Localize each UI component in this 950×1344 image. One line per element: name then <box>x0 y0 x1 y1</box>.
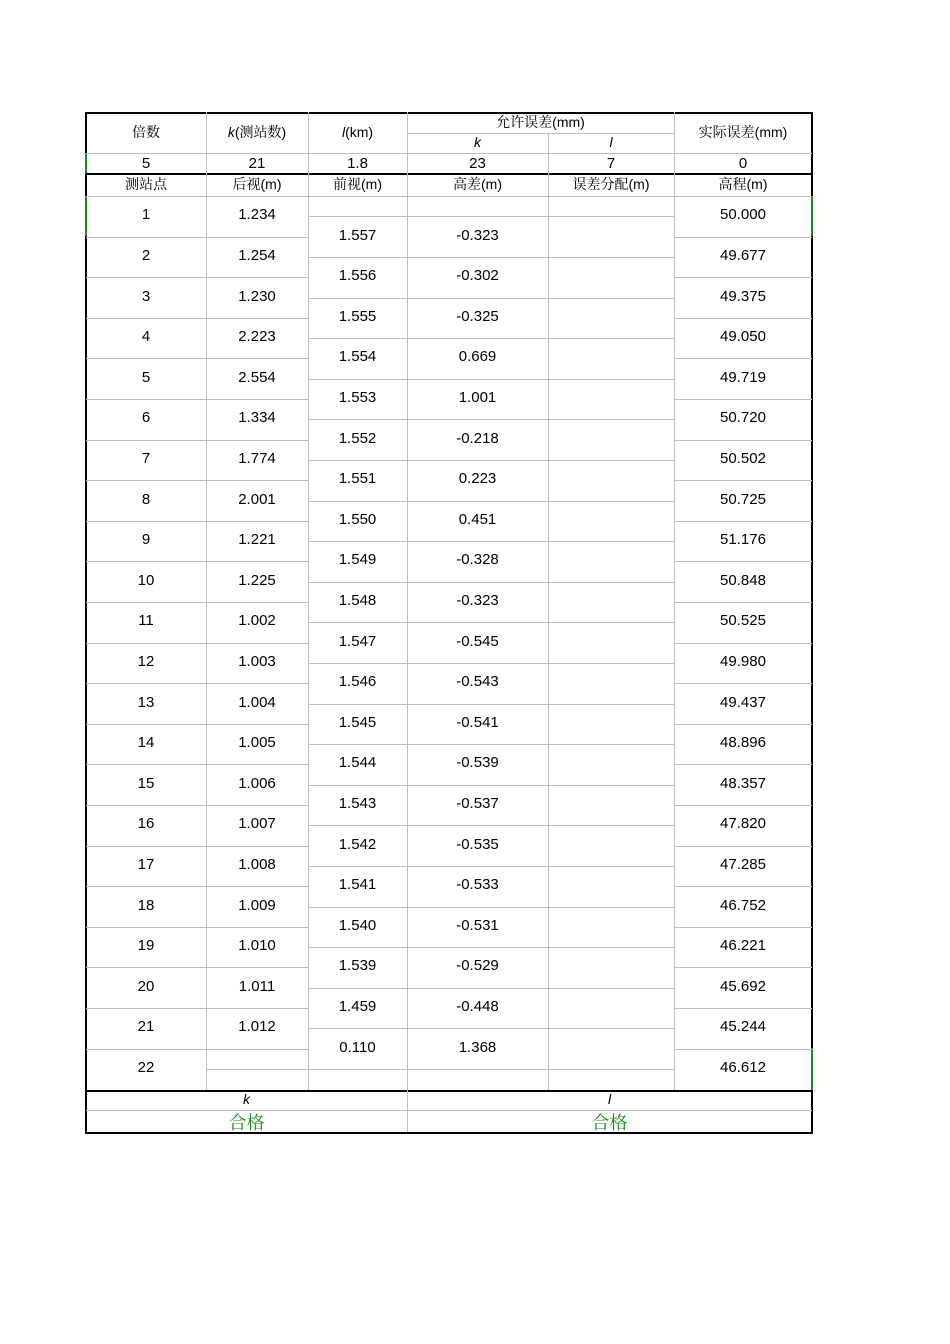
station-id: 2 <box>141 246 151 264</box>
grid-line <box>86 846 308 847</box>
backsight-value: 1.003 <box>238 652 276 670</box>
header-label-part: (km) <box>345 124 374 140</box>
elevation-value: 51.176 <box>720 531 766 549</box>
foresight-value: 1.545 <box>338 713 377 731</box>
summary-allow-k: 23 <box>469 155 486 172</box>
grid-line <box>674 277 812 278</box>
station-id: 18 <box>137 896 155 914</box>
grid-line <box>308 785 674 786</box>
grid-line <box>674 724 812 725</box>
grid-line <box>308 419 674 420</box>
header-label-part: k <box>227 124 235 140</box>
grid-line <box>308 257 674 258</box>
foresight-value: 1.544 <box>338 754 377 772</box>
station-id: 16 <box>137 815 155 833</box>
column-label: 测站点 <box>125 176 167 192</box>
height-diff-value: -0.448 <box>456 998 499 1015</box>
grid-line <box>674 683 812 684</box>
station-id: 15 <box>137 774 155 792</box>
grid-line <box>811 112 813 1134</box>
column-label: 高程(m) <box>718 176 768 192</box>
grid-line <box>86 318 308 319</box>
elevation-value: 50.000 <box>720 206 766 224</box>
summary-actual: 0 <box>738 155 748 172</box>
elevation-value: 48.357 <box>720 774 766 792</box>
grid-line <box>308 988 674 989</box>
height-diff-value: -0.529 <box>456 957 499 975</box>
grid-line <box>674 521 812 522</box>
grid-line <box>308 866 674 867</box>
header-label-part: (测站数) <box>234 124 287 140</box>
height-diff-value: -0.539 <box>456 754 499 772</box>
column-label: 后视(m) <box>232 176 282 192</box>
foresight-value: 1.550 <box>338 510 377 528</box>
summary-k: 21 <box>248 155 266 172</box>
grid-line <box>206 112 207 1090</box>
station-id: 11 <box>138 612 154 630</box>
foresight-value: 1.546 <box>338 673 377 691</box>
height-diff-value: -0.541 <box>456 713 499 731</box>
grid-line <box>86 1008 308 1009</box>
foresight-value: 1.543 <box>338 795 377 812</box>
grid-line <box>548 133 549 1090</box>
backsight-value: 1.004 <box>238 693 276 711</box>
grid-line <box>308 907 674 908</box>
grid-line <box>674 440 812 441</box>
elevation-value: 50.525 <box>720 612 766 630</box>
actual-error-header: 实际误差(mm) <box>698 124 788 140</box>
elevation-value: 47.285 <box>720 855 766 873</box>
elevation-value: 48.896 <box>720 734 766 752</box>
foresight-value: 1.556 <box>338 267 377 285</box>
grid-line <box>308 1069 674 1070</box>
height-diff-value: -0.302 <box>456 267 499 285</box>
height-diff-value: 0.223 <box>458 470 497 488</box>
grid-line <box>674 764 812 765</box>
grid-line <box>407 1090 408 1132</box>
grid-line <box>674 927 812 928</box>
backsight-value: 1.774 <box>238 449 276 467</box>
grid-line <box>674 602 812 603</box>
grid-line <box>674 112 675 1090</box>
grid-line <box>674 643 812 644</box>
foresight-value: 0.110 <box>339 1038 376 1056</box>
foresight-value: 1.548 <box>338 592 377 609</box>
backsight-value: 1.254 <box>238 246 276 264</box>
allowable-l-header: l <box>609 134 613 150</box>
grid-line <box>85 153 87 173</box>
summary-multiplier: 5 <box>141 155 151 172</box>
l-header <box>308 125 407 139</box>
foresight-value: 1.557 <box>338 226 377 244</box>
grid-line <box>674 237 812 238</box>
elevation-value: 49.677 <box>720 246 766 264</box>
grid-line <box>674 318 812 319</box>
grid-line <box>308 379 674 380</box>
grid-line <box>674 399 812 400</box>
backsight-value: 1.007 <box>238 815 276 833</box>
grid-line <box>86 683 308 684</box>
grid-line <box>86 480 308 481</box>
station-id: 22 <box>137 1058 155 1076</box>
height-diff-value: 1.001 <box>458 389 497 406</box>
height-diff-value: -0.535 <box>456 835 499 853</box>
height-diff-value: -0.323 <box>456 592 499 609</box>
grid-line <box>86 602 308 603</box>
backsight-value: 1.011 <box>238 977 276 995</box>
column-label: 高差(m) <box>453 176 502 192</box>
grid-line <box>86 643 308 644</box>
multiplier-header: 倍数 <box>132 124 160 140</box>
height-diff-value: 0.451 <box>458 510 497 528</box>
grid-line <box>308 1028 674 1029</box>
grid-line <box>86 1090 812 1092</box>
summary-allow-l: 7 <box>606 155 616 172</box>
foresight-value: 1.553 <box>338 389 377 406</box>
grid-line <box>308 112 309 1090</box>
grid-line <box>407 133 674 134</box>
elevation-value: 49.437 <box>720 693 766 711</box>
elevation-value: 45.244 <box>720 1018 766 1036</box>
station-id: 17 <box>137 855 155 873</box>
height-diff-value: -0.531 <box>456 916 499 934</box>
foresight-value: 1.549 <box>338 551 377 569</box>
grid-line <box>86 967 308 968</box>
grid-line <box>811 1048 813 1090</box>
backsight-value: 1.005 <box>238 734 276 752</box>
height-diff-value: -0.545 <box>456 632 499 650</box>
station-id: 6 <box>141 409 151 427</box>
grid-line <box>86 764 308 765</box>
grid-line <box>407 112 408 1090</box>
height-diff-value: -0.543 <box>456 673 499 691</box>
foresight-value: 1.540 <box>338 916 377 934</box>
k-header <box>206 125 308 139</box>
grid-line <box>86 112 812 114</box>
height-diff-value: -0.533 <box>456 876 499 894</box>
backsight-value: 1.230 <box>238 287 276 305</box>
backsight-value: 1.009 <box>238 896 276 914</box>
grid-line <box>811 196 813 236</box>
elevation-value: 49.719 <box>720 368 766 386</box>
foresight-value: 1.542 <box>338 835 377 853</box>
backsight-value: 2.554 <box>238 368 276 386</box>
grid-line <box>86 1049 308 1050</box>
grid-line <box>86 358 308 359</box>
backsight-value: 1.234 <box>238 206 276 224</box>
grid-line <box>86 173 812 175</box>
grid-line <box>86 277 308 278</box>
foresight-value: 1.541 <box>338 876 377 894</box>
station-id: 1 <box>141 206 151 224</box>
elevation-value: 49.050 <box>720 328 766 346</box>
elevation-value: 50.725 <box>720 490 766 508</box>
station-id: 14 <box>137 734 155 752</box>
grid-line <box>86 153 812 154</box>
l-result: 合格 <box>591 1113 628 1133</box>
station-id: 19 <box>137 937 155 955</box>
station-id: 4 <box>141 328 151 346</box>
grid-line <box>308 704 674 705</box>
backsight-value: 1.010 <box>238 937 276 955</box>
backsight-value: 1.334 <box>238 409 276 427</box>
grid-line <box>674 967 812 968</box>
grid-line <box>86 521 308 522</box>
grid-line <box>674 805 812 806</box>
backsight-value: 1.221 <box>238 531 276 549</box>
grid-line <box>86 724 308 725</box>
elevation-value: 47.820 <box>720 815 766 833</box>
grid-line <box>674 846 812 847</box>
grid-line <box>308 825 674 826</box>
column-label: 前视(m) <box>333 176 382 192</box>
elevation-value: 45.692 <box>720 977 766 995</box>
grid-line <box>674 561 812 562</box>
backsight-value: 1.002 <box>238 612 276 630</box>
grid-line <box>674 886 812 887</box>
grid-line <box>308 582 674 583</box>
allowable-k-header: k <box>474 134 481 150</box>
summary-l: 1.8 <box>347 155 368 172</box>
elevation-value: 49.375 <box>720 287 766 305</box>
station-id: 20 <box>137 977 155 995</box>
grid-line <box>85 196 87 236</box>
foresight-value: 1.555 <box>338 307 377 325</box>
grid-line <box>674 1049 812 1050</box>
foresight-value: 1.554 <box>338 348 377 366</box>
column-label: 误差分配(m) <box>572 176 650 192</box>
grid-line <box>86 1132 812 1134</box>
grid-line <box>308 663 674 664</box>
backsight-value: 2.001 <box>238 490 276 508</box>
elevation-value: 46.221 <box>720 937 766 955</box>
grid-line <box>308 501 674 502</box>
grid-line <box>308 541 674 542</box>
elevation-value: 50.502 <box>720 449 766 467</box>
footer-k-label: k <box>243 1091 250 1107</box>
elevation-value: 50.848 <box>720 571 766 589</box>
grid-line <box>308 216 674 217</box>
grid-line <box>86 237 308 238</box>
grid-line <box>86 399 308 400</box>
grid-line <box>86 196 812 197</box>
station-id: 7 <box>141 449 151 467</box>
grid-line <box>86 561 308 562</box>
height-diff-value: -0.218 <box>456 429 499 447</box>
elevation-value: 46.752 <box>720 896 766 914</box>
footer-l-label: l <box>607 1091 612 1107</box>
station-id: 9 <box>141 531 151 549</box>
elevation-value: 46.612 <box>720 1058 766 1076</box>
station-id: 12 <box>137 652 155 670</box>
grid-line <box>308 744 674 745</box>
elevation-value: 49.980 <box>720 652 766 670</box>
height-diff-value: -0.325 <box>456 307 499 325</box>
station-id: 21 <box>137 1018 155 1036</box>
height-diff-value: -0.328 <box>456 551 499 569</box>
grid-line <box>308 338 674 339</box>
station-id: 8 <box>141 490 151 508</box>
grid-line <box>308 622 674 623</box>
grid-line <box>674 480 812 481</box>
grid-line <box>86 1110 812 1111</box>
k-result: 合格 <box>228 1113 265 1133</box>
grid-line <box>86 886 308 887</box>
station-id: 13 <box>137 693 155 711</box>
grid-line <box>308 298 674 299</box>
grid-line <box>308 460 674 461</box>
header-label-part: l <box>341 124 346 140</box>
height-diff-value: -0.537 <box>456 795 499 812</box>
backsight-value: 1.006 <box>238 774 276 792</box>
station-id: 3 <box>141 287 151 305</box>
backsight-value: 1.008 <box>238 855 276 873</box>
backsight-value: 1.012 <box>238 1018 276 1036</box>
height-diff-value: -0.323 <box>456 226 499 244</box>
station-id: 5 <box>141 368 151 386</box>
allowable-error-header: 允许误差(mm) <box>496 114 585 130</box>
height-diff-value: 0.669 <box>458 348 497 366</box>
backsight-value: 2.223 <box>238 328 276 346</box>
grid-line <box>86 927 308 928</box>
height-diff-value: 1.368 <box>458 1038 497 1056</box>
grid-line <box>86 805 308 806</box>
grid-line <box>206 1069 308 1070</box>
grid-line <box>674 1008 812 1009</box>
grid-line <box>86 440 308 441</box>
grid-line <box>85 112 87 1134</box>
foresight-value: 1.547 <box>338 632 377 650</box>
station-id: 10 <box>137 571 155 589</box>
foresight-value: 1.551 <box>338 470 377 488</box>
foresight-value: 1.552 <box>338 429 377 447</box>
foresight-value: 1.539 <box>338 957 377 975</box>
grid-line <box>674 358 812 359</box>
foresight-value: 1.459 <box>338 998 377 1015</box>
backsight-value: 1.225 <box>238 571 276 589</box>
elevation-value: 50.720 <box>720 409 766 427</box>
grid-line <box>308 947 674 948</box>
